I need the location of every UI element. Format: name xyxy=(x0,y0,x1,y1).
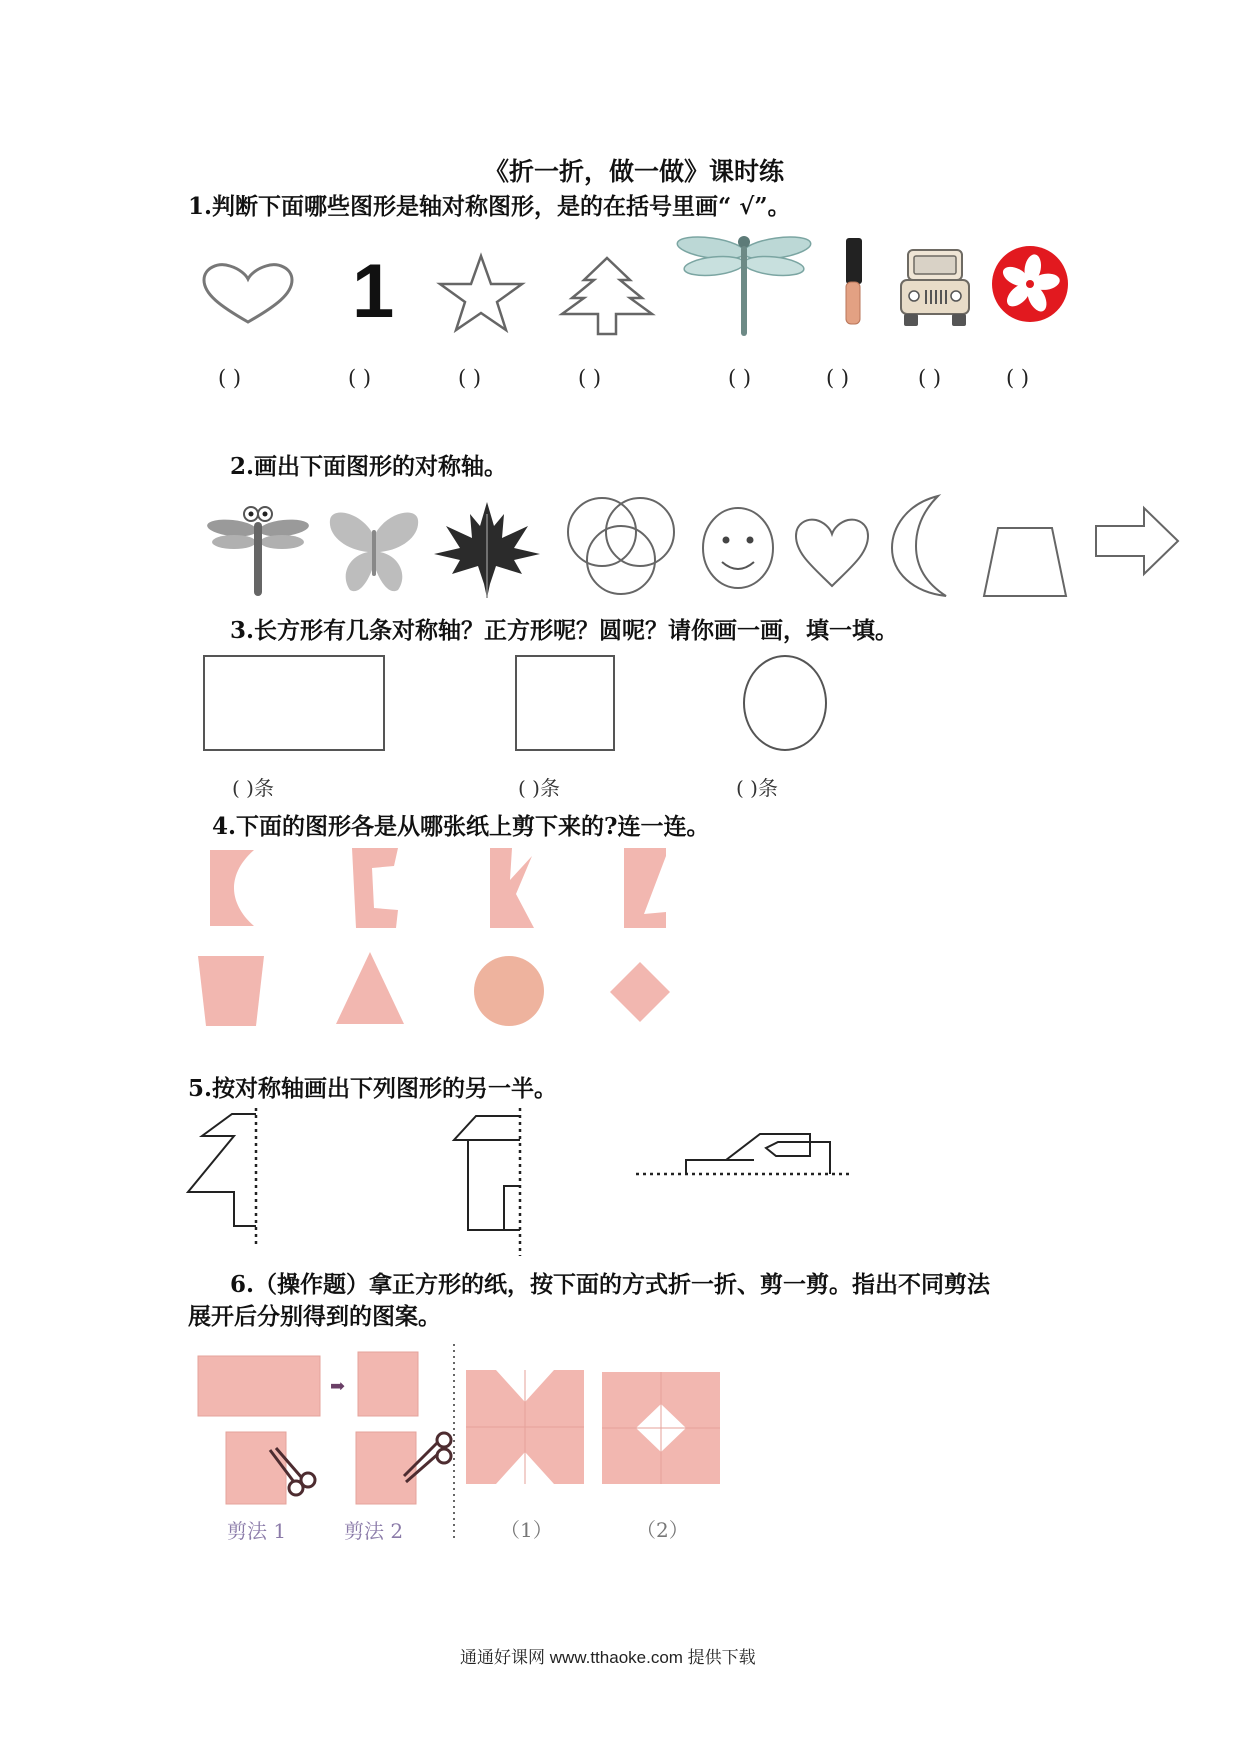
question-5-text: 5.按对称轴画出下列图形的另一半。 xyxy=(188,1075,558,1102)
trapezoid-icon xyxy=(980,526,1070,598)
dragonfly-gray-icon xyxy=(206,504,310,598)
three-circles-icon xyxy=(558,494,684,598)
tree-outline-icon xyxy=(560,254,654,336)
smiley-face-icon xyxy=(700,506,776,590)
cut-paper-z-shape xyxy=(622,846,668,930)
square-figure xyxy=(514,654,616,752)
answer-blank[interactable]: ( ) xyxy=(826,366,850,390)
question-3-text: 3.长方形有几条对称轴？正方形呢？圆呢？请你画一画，填一填。 xyxy=(230,617,899,644)
axis-count-blank[interactable]: ( )条 xyxy=(232,776,274,800)
arrow-icon xyxy=(1094,506,1180,576)
result-pattern-2 xyxy=(600,1370,722,1486)
result-1-label: （1） xyxy=(500,1518,553,1542)
crescent-moon-icon xyxy=(888,494,952,598)
half-figure-2 xyxy=(452,1106,534,1258)
heart-outline-icon xyxy=(200,262,296,324)
answer-blank[interactable]: ( ) xyxy=(728,366,752,390)
fold-arrow-icon: ➡ xyxy=(330,1376,346,1397)
page-title: 《折一折，做一做》课时练 xyxy=(484,157,785,186)
cut-paper-bracket-shape xyxy=(350,846,400,930)
paper-triangle xyxy=(334,950,406,1026)
star-outline-icon xyxy=(436,252,526,334)
answer-blank[interactable]: ( ) xyxy=(348,366,372,390)
divider-dotted xyxy=(452,1344,456,1540)
cut-method-2-image xyxy=(352,1424,456,1508)
cut-method-1-label: 剪法 1 xyxy=(227,1519,287,1543)
answer-blank[interactable]: ( ) xyxy=(458,366,482,390)
butterfly-icon xyxy=(326,506,422,598)
paper-diamond xyxy=(608,960,672,1024)
paper-circle xyxy=(472,954,546,1028)
footer-text: 通通好课网 www.tthaoke.com 提供下载 xyxy=(460,1648,756,1667)
dragonfly-icon xyxy=(676,232,812,338)
cut-paper-k-shape xyxy=(488,846,536,930)
half-figure-1 xyxy=(186,1106,266,1250)
fold-step-rectangle xyxy=(196,1354,322,1418)
question-6-text-line2: 展开后分别得到的图案。 xyxy=(188,1303,441,1330)
question-1-text: 1.判断下面哪些图形是轴对称图形，是的在括号里画“ √”。 xyxy=(188,193,791,220)
cut-method-2-label: 剪法 2 xyxy=(344,1519,404,1543)
result-2-label: （2） xyxy=(636,1518,689,1542)
half-figure-3 xyxy=(634,1118,854,1178)
axis-count-blank[interactable]: ( )条 xyxy=(518,776,560,800)
axis-count-blank[interactable]: ( )条 xyxy=(736,776,778,800)
answer-blank[interactable]: ( ) xyxy=(918,366,942,390)
jeep-icon xyxy=(898,246,972,328)
question-4-text: 4.下面的图形各是从哪张纸上剪下来的?连一连。 xyxy=(212,813,710,840)
cut-paper-c-shape xyxy=(208,848,258,928)
rectangle-figure xyxy=(202,654,386,752)
paper-trapezoid xyxy=(196,954,266,1028)
hk-flag-icon xyxy=(990,244,1070,324)
answer-blank[interactable]: ( ) xyxy=(1006,366,1030,390)
fold-step-square xyxy=(356,1350,420,1418)
answer-blank[interactable]: ( ) xyxy=(218,366,242,390)
question-6-text-line1: 6.（操作题）拿正方形的纸，按下面的方式折一折、剪一剪。指出不同剪法 xyxy=(230,1271,991,1298)
circle-figure xyxy=(742,654,828,752)
result-pattern-1 xyxy=(464,1368,586,1486)
heart-outline-icon xyxy=(794,516,870,588)
digit-one-figure: 1 xyxy=(352,249,395,334)
maple-leaf-icon xyxy=(430,500,544,600)
answer-blank[interactable]: ( ) xyxy=(578,366,602,390)
question-2-text: 2.画出下面图形的对称轴。 xyxy=(230,453,508,480)
cut-method-1-image xyxy=(224,1428,320,1508)
comb-icon xyxy=(838,236,868,328)
